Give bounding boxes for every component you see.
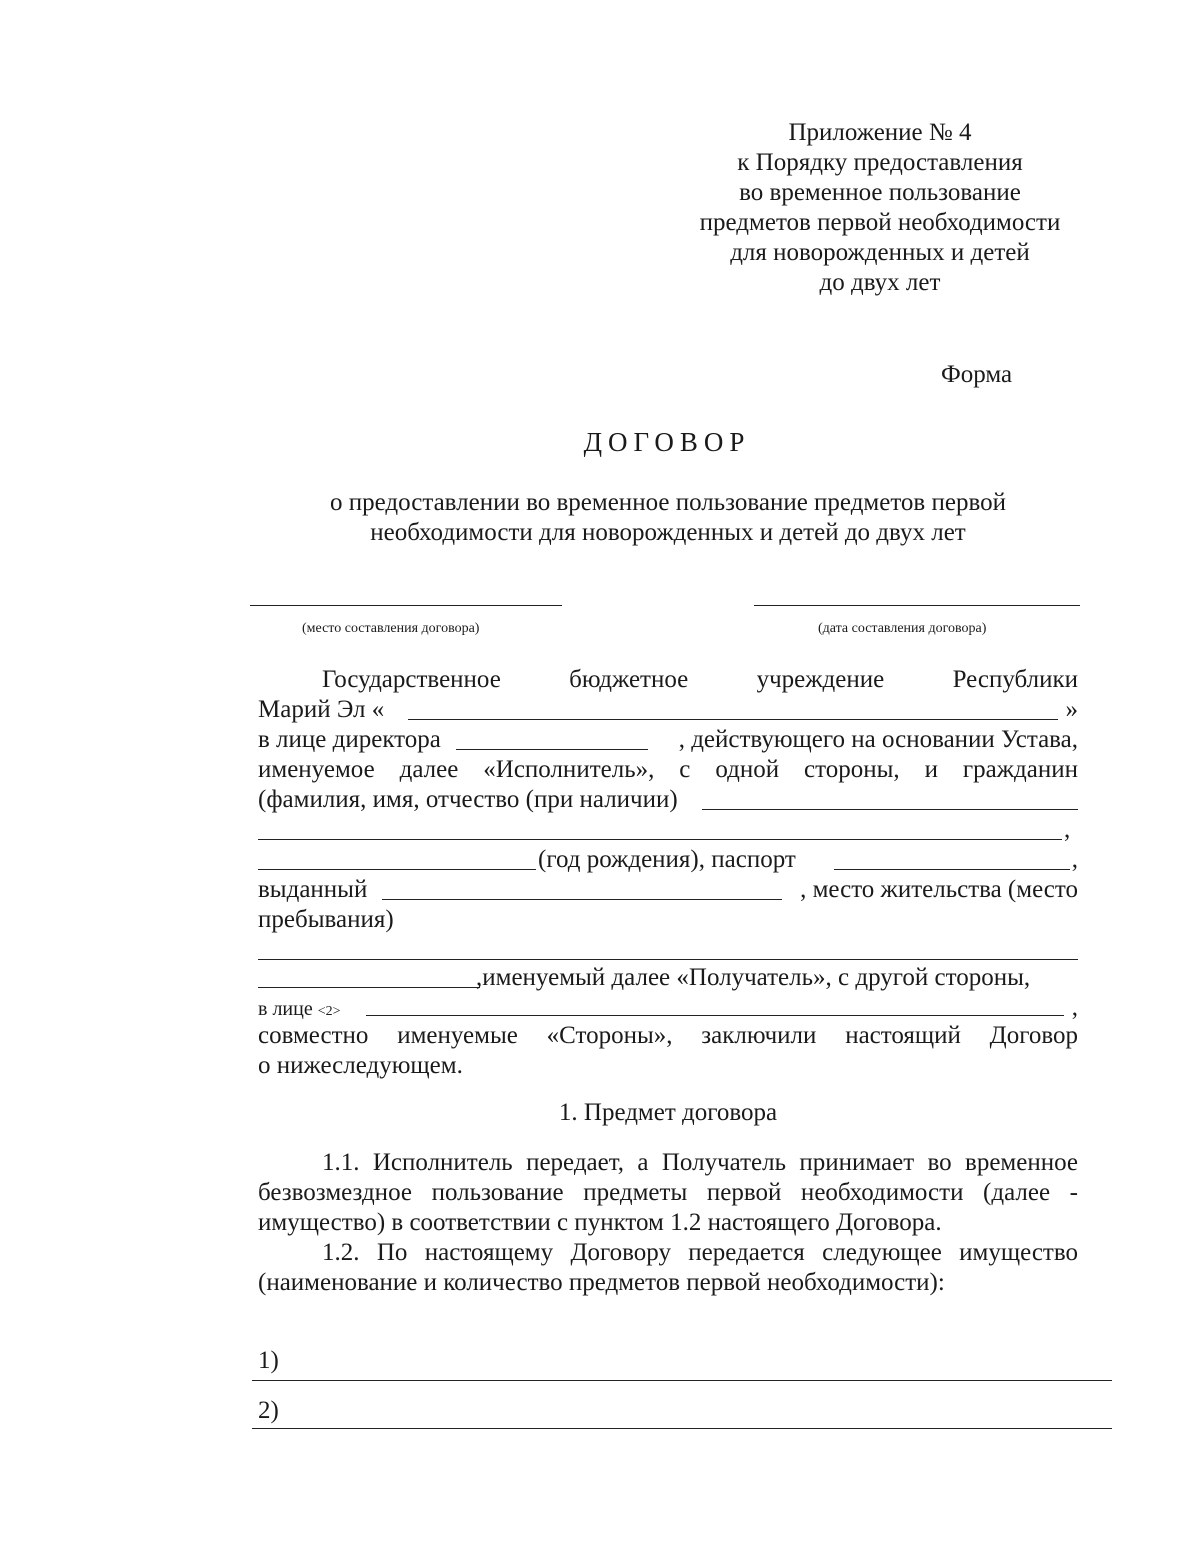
intro-text: в лице [258,998,318,1020]
intro-text: , место жительства (место [800,876,1078,903]
intro-text: в лице директора [258,726,441,753]
intro-line-9: пребывания) [258,906,394,933]
intro-text: ,именуемый далее «Получатель», с другой стороны, [476,964,1031,991]
intro-line-1: Государственное бюджетное учреждение Республики [322,666,1078,693]
subtitle-line: о предоставлении во временное пользование предметов первой [330,489,1006,516]
document-subtitle [258,488,1078,548]
intro-text: , действующего на основании Устава, [678,726,1078,753]
intro-line-5 [258,785,1078,815]
intro-text: (год рождения), паспорт [538,846,796,873]
item-number: 2) [258,1397,279,1424]
item-2-field[interactable] [252,1428,1112,1429]
intro-line-11 [258,963,1078,993]
appendix-line: для новорожденных и детей [730,239,1030,266]
subtitle-line: необходимости для новорожденных и детей до двух лет [370,519,966,546]
footnote-ref: <2> [317,1004,341,1019]
appendix-line: предметов первой необходимости [699,209,1061,236]
clause-1-2-line: 1.2. По настоящему Договору передается следующее имущество [322,1239,1078,1266]
appendix-header [640,118,1120,298]
residence-continuation-field[interactable] [258,987,480,988]
residence-field[interactable] [258,959,1078,960]
section-1-heading: 1. Предмет договора [558,1099,778,1126]
appendix-line: до двух лет [819,269,941,296]
clause-1-1-line: безвозмездное пользование предметы первой необходимости (далее - [258,1179,1078,1206]
intro-line-2 [258,695,1078,725]
representative-field[interactable] [366,1015,1064,1016]
citizen-name-field[interactable] [702,809,1078,810]
intro-text: выданный [258,876,368,903]
intro-line-3 [258,725,1078,755]
place-field-line[interactable] [250,605,562,606]
appendix-line: во временное пользование [739,179,1021,206]
date-field-line[interactable] [754,605,1080,606]
passport-issued-by-field[interactable] [382,899,782,900]
intro-line-12 [258,993,1078,1023]
item-1-field[interactable] [252,1380,1112,1381]
clause-1-2-line: (наименование и количество предметов первой необходимости): [258,1269,945,1296]
item-number: 1) [258,1347,279,1374]
appendix-line: Приложение № 4 [788,119,972,146]
director-name-field[interactable] [456,749,648,750]
citizen-name-continuation-field[interactable] [258,839,1062,840]
intro-text: , [1064,816,1071,843]
intro-line-8 [258,875,1078,905]
intro-text: Марий Эл « [258,696,385,723]
intro-text: » [1065,696,1078,723]
intro-text: , [1071,846,1078,873]
intro-line-4: именуемое далее «Исполнитель», с одной стороны, и гражданин [258,756,1078,783]
intro-line-13: совместно именуемые «Стороны», заключили настоящий Договор [258,1022,1078,1049]
intro-line-14: о нижеследующем. [258,1052,463,1079]
intro-text: , [1071,994,1078,1021]
clause-1-1-line: 1.1. Исполнитель передает, а Получатель принимает во временное [322,1149,1078,1176]
institution-name-field[interactable] [408,719,1058,720]
appendix-line: к Порядку предоставления [737,149,1023,176]
birth-year-field[interactable] [258,869,536,870]
intro-line-6 [258,815,1078,845]
clause-1-1-line: имущество) в соответствии с пунктом 1.2 настоящего Договора. [258,1209,942,1236]
date-caption: (дата составления договора) [818,621,987,636]
place-caption: (место составления договора) [302,621,480,636]
passport-field[interactable] [834,869,1070,870]
form-label: Форма [941,361,1013,388]
intro-line-7 [258,845,1078,875]
document-title: ДОГОВОР [583,427,751,457]
intro-text: (фамилия, имя, отчество (при наличии) [258,786,678,813]
